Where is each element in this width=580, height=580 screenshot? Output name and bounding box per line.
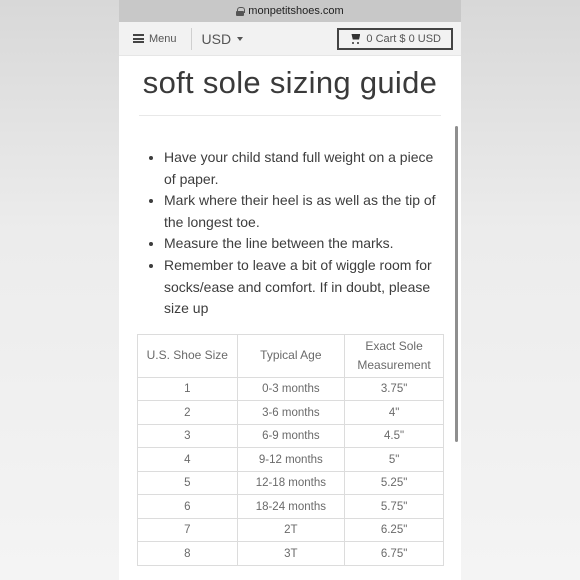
cell-size: 6	[138, 495, 238, 519]
cell-measurement: 5.75"	[345, 495, 444, 519]
cell-measurement: 6.25"	[345, 518, 444, 542]
currency-value: USD	[201, 30, 232, 47]
table-row	[138, 495, 444, 519]
hamburger-icon	[133, 34, 144, 43]
cell-age: 12-18 months	[237, 471, 345, 495]
cell-size: 8	[138, 542, 238, 566]
header-shoe-size: U.S. Shoe Size	[138, 334, 238, 377]
cell-age: 2T	[237, 518, 345, 542]
address-bar[interactable]	[119, 0, 461, 22]
header-sole-measurement: Exact Sole Measurement	[345, 334, 444, 377]
cell-size: 1	[138, 377, 238, 401]
cell-measurement: 6.75"	[345, 542, 444, 566]
page-title: soft sole sizing guide	[142, 65, 438, 100]
lock-icon	[236, 7, 244, 16]
phone-screen	[119, 0, 461, 580]
cell-measurement: 4.5"	[345, 424, 444, 448]
cell-age: 9-12 months	[237, 448, 345, 472]
table-row	[138, 401, 444, 425]
cell-age: 18-24 months	[237, 495, 345, 519]
cell-size: 4	[138, 448, 238, 472]
cell-age: 3-6 months	[237, 401, 345, 425]
cell-size: 3	[138, 424, 238, 448]
table-row	[138, 424, 444, 448]
cart-button[interactable]	[337, 28, 453, 50]
list-item: • Remember to leave a bit of wiggle room for socks/ease and comfort. If in doubt, please size up	[164, 255, 447, 320]
background-right	[461, 0, 580, 580]
list-item: • Mark where their heel is as well as the tip of the longest toe.	[164, 190, 447, 233]
site-header	[119, 22, 461, 56]
cell-age: 0-3 months	[237, 377, 345, 401]
header-typical-age: Typical Age	[237, 334, 345, 377]
cell-measurement: 3.75"	[345, 377, 444, 401]
menu-button[interactable]	[133, 33, 177, 45]
cell-age: 3T	[237, 542, 345, 566]
table-row	[138, 377, 444, 401]
title-divider	[139, 115, 441, 116]
menu-label: Menu	[149, 32, 177, 45]
table-row	[138, 471, 444, 495]
nav-divider	[191, 28, 192, 50]
cell-measurement: 5"	[345, 448, 444, 472]
list-item: • Have your child stand full weight on a piece of paper.	[164, 147, 447, 190]
cell-size: 5	[138, 471, 238, 495]
instructions-list	[164, 147, 447, 320]
table-row	[138, 448, 444, 472]
cell-measurement: 4"	[345, 401, 444, 425]
table-row	[138, 542, 444, 566]
cell-size: 7	[138, 518, 238, 542]
scrollbar[interactable]	[455, 126, 458, 442]
cell-measurement: 5.25"	[345, 471, 444, 495]
sizing-table	[137, 334, 444, 566]
chevron-down-icon	[237, 37, 243, 41]
currency-selector[interactable]	[202, 31, 244, 47]
list-item: • Measure the line between the marks.	[164, 233, 447, 255]
cart-label: 0 Cart $ 0 USD	[366, 32, 441, 45]
table-row	[138, 518, 444, 542]
cell-age: 6-9 months	[237, 424, 345, 448]
cart-icon	[349, 34, 361, 44]
cell-size: 2	[138, 401, 238, 425]
url-text: monpetitshoes.com	[248, 5, 344, 17]
background-left	[0, 0, 119, 580]
table-header-row	[138, 334, 444, 377]
